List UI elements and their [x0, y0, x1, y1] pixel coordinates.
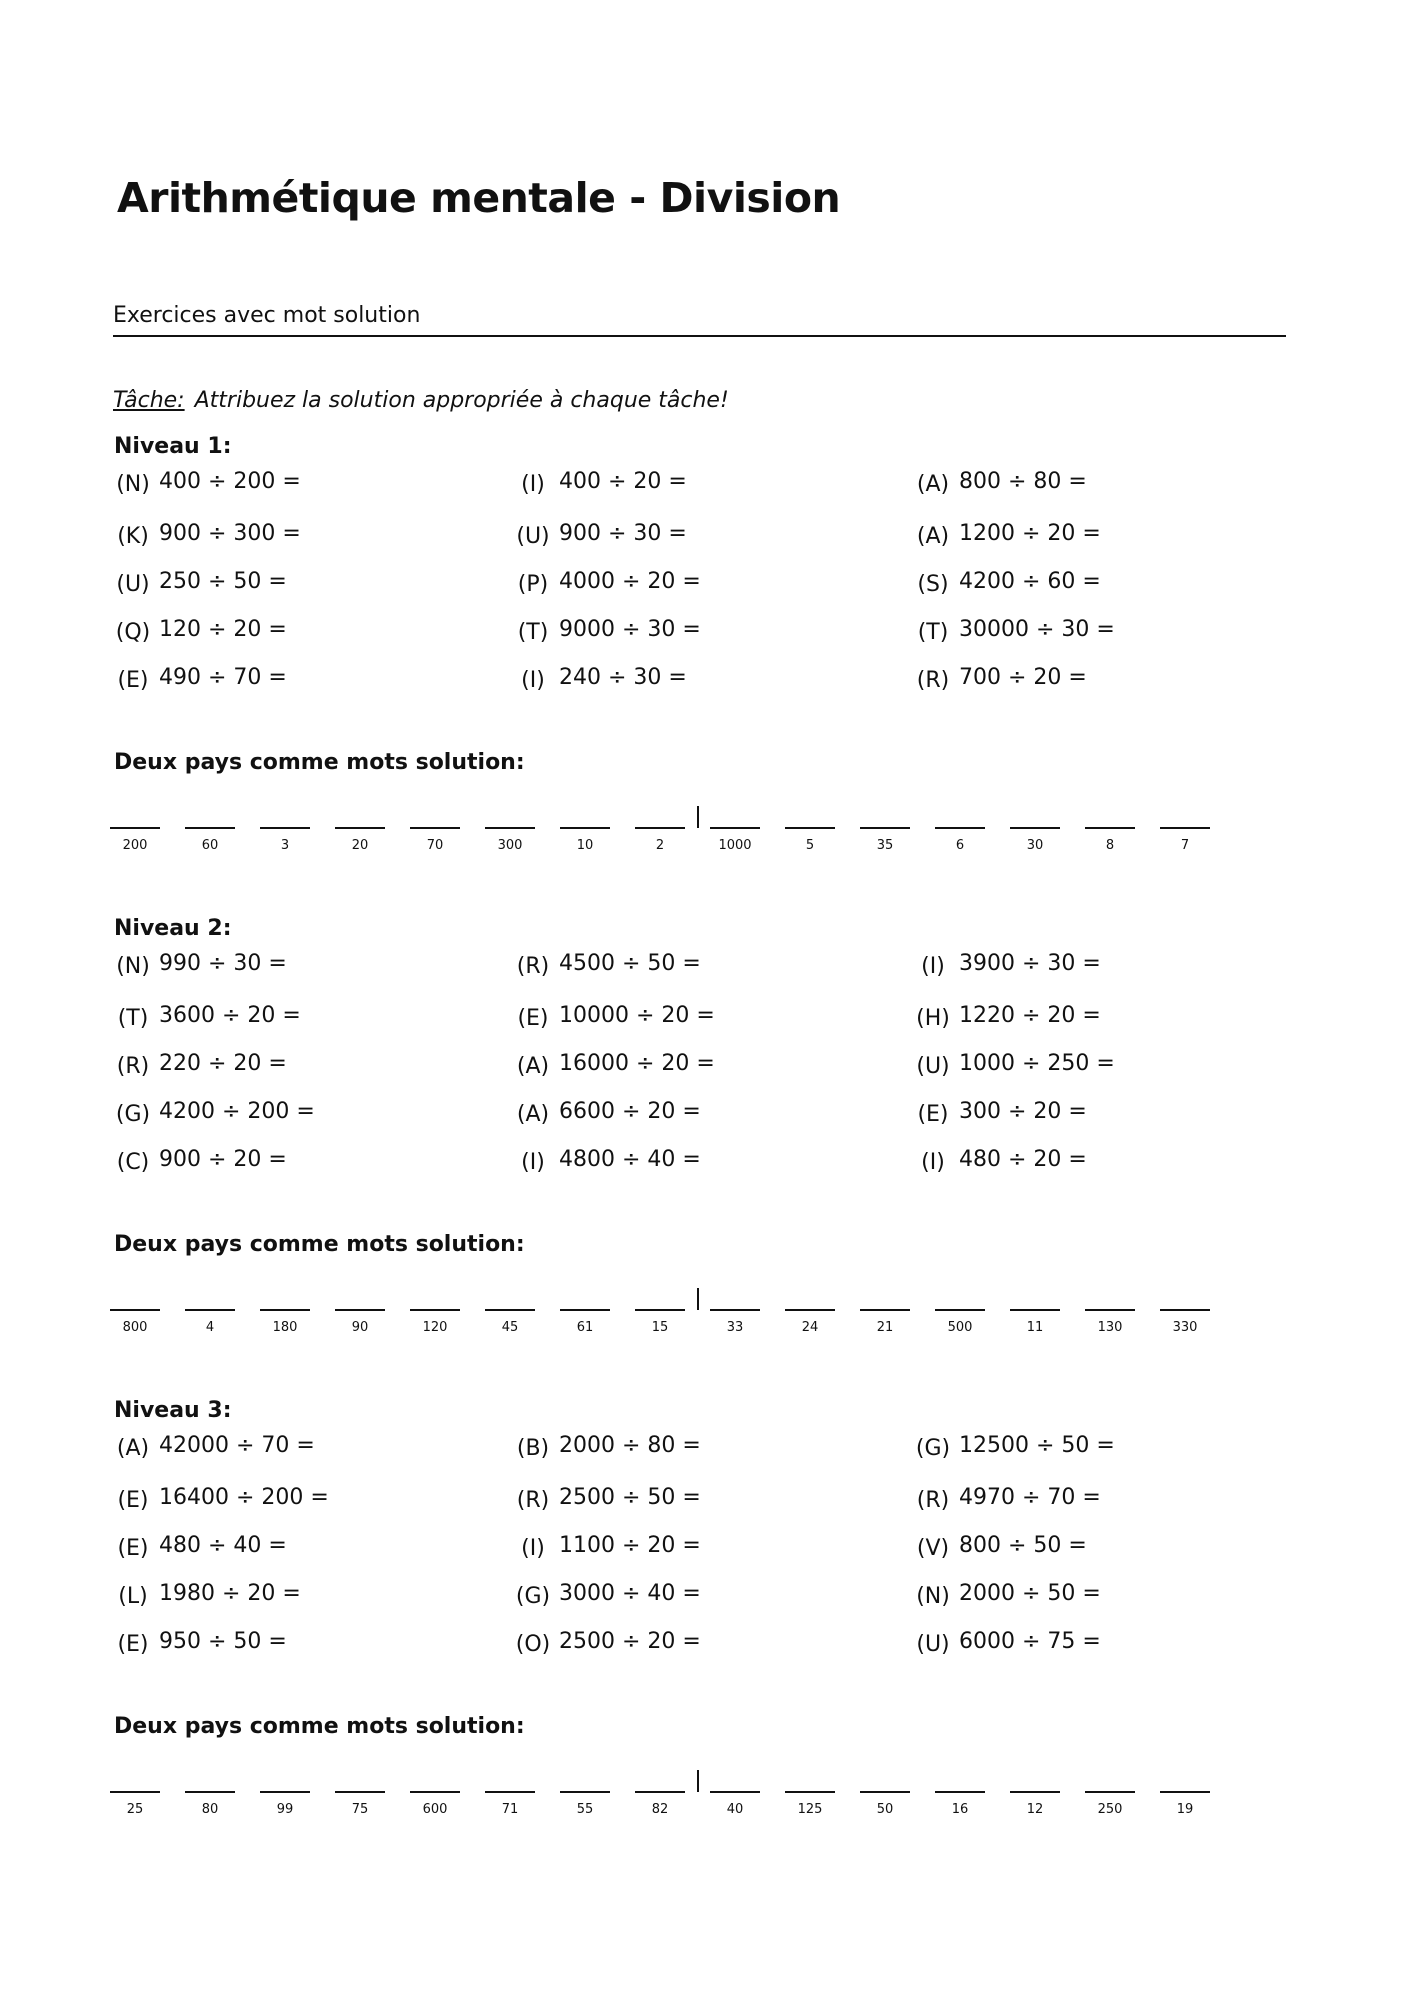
- answer-line: [635, 827, 685, 829]
- answer-number: 4: [205, 1320, 215, 1335]
- answer-number: 3: [280, 838, 290, 853]
- answer-line: [260, 1309, 310, 1311]
- exercise-expression: 4970 ÷ 70 =: [959, 1485, 1101, 1510]
- answer-line: [410, 827, 460, 829]
- answer-blank[interactable]: [185, 827, 235, 855]
- answer-line: [260, 1791, 310, 1793]
- answer-line: [860, 827, 910, 829]
- exercise-letter: (U): [916, 1632, 950, 1657]
- answer-line: [485, 1791, 535, 1793]
- exercise-letter: (A): [516, 1054, 550, 1079]
- exercise-letter: (E): [917, 1102, 949, 1127]
- exercise-letter: (E): [117, 1536, 149, 1561]
- exercise-letter: (E): [117, 1632, 149, 1657]
- exercise-letter: (T): [917, 620, 949, 645]
- answer-line: [1160, 1309, 1210, 1311]
- exercise-letter: (G): [515, 1584, 551, 1609]
- answer-blank[interactable]: [1160, 1309, 1210, 1337]
- answer-number: 19: [1176, 1802, 1194, 1817]
- answer-line: [785, 1791, 835, 1793]
- exercise-letter: (R): [916, 668, 950, 693]
- answer-line: [560, 1309, 610, 1311]
- answer-number: 800: [122, 1320, 148, 1335]
- answer-line: [785, 827, 835, 829]
- exercise-letter: (K): [117, 524, 149, 549]
- answer-line: [1160, 1791, 1210, 1793]
- exercise-letter: (N): [116, 472, 150, 497]
- answer-blank[interactable]: [935, 827, 985, 855]
- answer-number: 70: [426, 838, 444, 853]
- exercise-letter: (N): [916, 1584, 950, 1609]
- answer-blank[interactable]: [1160, 827, 1210, 855]
- answer-line: [860, 1309, 910, 1311]
- answer-line: [560, 1791, 610, 1793]
- exercise-expression: 4000 ÷ 20 =: [559, 569, 701, 594]
- answer-blank[interactable]: [1010, 1791, 1060, 1819]
- answer-line: [1085, 1309, 1135, 1311]
- answer-blank[interactable]: [335, 827, 385, 855]
- answer-number: 8: [1105, 838, 1115, 853]
- exercise-letter: (G): [915, 1436, 951, 1461]
- exercise-letter: (B): [516, 1436, 550, 1461]
- exercise-expression: 800 ÷ 50 =: [959, 1533, 1087, 1558]
- answer-number: 300: [497, 838, 523, 853]
- exercise-expression: 490 ÷ 70 =: [159, 665, 287, 690]
- answer-blank[interactable]: [635, 1791, 685, 1819]
- answer-line: [110, 1791, 160, 1793]
- answer-line: [260, 827, 310, 829]
- exercise-expression: 480 ÷ 20 =: [959, 1147, 1087, 1172]
- level-title: Niveau 3:: [114, 1398, 232, 1423]
- answer-line: [710, 1791, 760, 1793]
- answer-blank[interactable]: [560, 827, 610, 855]
- exercise-expression: 700 ÷ 20 =: [959, 665, 1087, 690]
- exercise-expression: 2500 ÷ 20 =: [559, 1629, 701, 1654]
- answer-blank[interactable]: [860, 1309, 910, 1337]
- exercise-letter: (A): [916, 472, 950, 497]
- answer-line: [710, 827, 760, 829]
- exercise-expression: 900 ÷ 300 =: [159, 521, 301, 546]
- exercise-expression: 990 ÷ 30 =: [159, 951, 287, 976]
- answer-number: 11: [1026, 1320, 1044, 1335]
- answer-line: [110, 1309, 160, 1311]
- answer-number: 45: [501, 1320, 519, 1335]
- answer-number: 130: [1097, 1320, 1123, 1335]
- exercise-expression: 4200 ÷ 60 =: [959, 569, 1101, 594]
- exercise-expression: 4200 ÷ 200 =: [159, 1099, 315, 1124]
- answer-line: [860, 1791, 910, 1793]
- word-separator: [697, 806, 699, 828]
- answer-line: [1010, 1791, 1060, 1793]
- exercise-expression: 16000 ÷ 20 =: [559, 1051, 715, 1076]
- exercise-expression: 10000 ÷ 20 =: [559, 1003, 715, 1028]
- answer-number: 5: [805, 838, 815, 853]
- exercise-letter: (V): [916, 1536, 950, 1561]
- exercise-expression: 950 ÷ 50 =: [159, 1629, 287, 1654]
- answer-blank[interactable]: [260, 1309, 310, 1337]
- answer-number: 80: [201, 1802, 219, 1817]
- answer-line: [335, 1791, 385, 1793]
- answer-blank[interactable]: [635, 827, 685, 855]
- exercise-letter: (A): [116, 1436, 150, 1461]
- exercise-expression: 2000 ÷ 50 =: [959, 1581, 1101, 1606]
- answer-line: [1085, 1791, 1135, 1793]
- answer-blank[interactable]: [710, 827, 760, 855]
- answer-number: 71: [501, 1802, 519, 1817]
- section-subtitle: Exercices avec mot solution: [113, 303, 1286, 337]
- exercise-expression: 6600 ÷ 20 =: [559, 1099, 701, 1124]
- level-title: Niveau 2:: [114, 916, 232, 941]
- exercise-expression: 1200 ÷ 20 =: [959, 521, 1101, 546]
- exercise-expression: 1980 ÷ 20 =: [159, 1581, 301, 1606]
- answer-blank[interactable]: [635, 1309, 685, 1337]
- exercise-letter: (G): [115, 1102, 151, 1127]
- exercise-expression: 2000 ÷ 80 =: [559, 1433, 701, 1458]
- exercise-letter: (U): [516, 524, 550, 549]
- answer-number: 75: [351, 1802, 369, 1817]
- exercise-expression: 250 ÷ 50 =: [159, 569, 287, 594]
- answer-number: 82: [651, 1802, 669, 1817]
- exercise-expression: 1100 ÷ 20 =: [559, 1533, 701, 1558]
- answer-blank[interactable]: [260, 827, 310, 855]
- level-title: Niveau 1:: [114, 434, 232, 459]
- answer-blank[interactable]: [260, 1791, 310, 1819]
- exercise-letter: (Q): [115, 620, 151, 645]
- answer-blank[interactable]: [335, 1309, 385, 1337]
- answer-number: 200: [122, 838, 148, 853]
- answer-number: 16: [951, 1802, 969, 1817]
- exercise-letter: (I): [521, 472, 545, 497]
- answer-blank[interactable]: [110, 1309, 160, 1337]
- task-text: Attribuez la solution appropriée à chaque tâche!: [194, 388, 729, 413]
- exercise-letter: (O): [515, 1632, 551, 1657]
- task-label: Tâche:: [113, 388, 185, 413]
- answer-blank[interactable]: [485, 1791, 535, 1819]
- answer-number: 7: [1180, 838, 1190, 853]
- exercise-expression: 3000 ÷ 40 =: [559, 1581, 701, 1606]
- answer-line: [335, 827, 385, 829]
- answer-blank[interactable]: [860, 827, 910, 855]
- answer-line: [185, 827, 235, 829]
- answer-number: 33: [726, 1320, 744, 1335]
- answer-blank[interactable]: [410, 1791, 460, 1819]
- answer-blank[interactable]: [860, 1791, 910, 1819]
- exercise-letter: (E): [517, 1006, 549, 1031]
- answer-line: [185, 1309, 235, 1311]
- answer-number: 500: [947, 1320, 973, 1335]
- answer-line: [410, 1309, 460, 1311]
- exercise-expression: 4800 ÷ 40 =: [559, 1147, 701, 1172]
- exercise-letter: (U): [116, 572, 150, 597]
- answer-line: [560, 827, 610, 829]
- answer-blank[interactable]: [1085, 1309, 1135, 1337]
- answer-number: 600: [422, 1802, 448, 1817]
- exercise-expression: 900 ÷ 20 =: [159, 1147, 287, 1172]
- exercise-letter: (R): [516, 954, 550, 979]
- exercise-expression: 1220 ÷ 20 =: [959, 1003, 1101, 1028]
- answer-number: 12: [1026, 1802, 1044, 1817]
- exercise-expression: 9000 ÷ 30 =: [559, 617, 701, 642]
- exercise-letter: (A): [916, 524, 950, 549]
- answer-line: [1010, 827, 1060, 829]
- page-title: Arithmétique mentale - Division: [117, 174, 841, 222]
- exercise-expression: 240 ÷ 30 =: [559, 665, 687, 690]
- exercise-expression: 900 ÷ 30 =: [559, 521, 687, 546]
- answer-line: [185, 1791, 235, 1793]
- answer-number: 24: [801, 1320, 819, 1335]
- exercise-expression: 12500 ÷ 50 =: [959, 1433, 1115, 1458]
- answer-line: [1085, 827, 1135, 829]
- answer-blank[interactable]: [185, 1309, 235, 1337]
- exercise-expression: 120 ÷ 20 =: [159, 617, 287, 642]
- exercise-letter: (H): [916, 1006, 950, 1031]
- answer-line: [935, 827, 985, 829]
- answer-number: 60: [201, 838, 219, 853]
- answer-number: 35: [876, 838, 894, 853]
- exercise-expression: 3600 ÷ 20 =: [159, 1003, 301, 1028]
- answer-blank[interactable]: [485, 827, 535, 855]
- exercise-expression: 2500 ÷ 50 =: [559, 1485, 701, 1510]
- answer-blank[interactable]: [485, 1309, 535, 1337]
- exercise-expression: 4500 ÷ 50 =: [559, 951, 701, 976]
- exercise-letter: (I): [521, 668, 545, 693]
- answer-number: 250: [1097, 1802, 1123, 1817]
- answer-number: 330: [1172, 1320, 1198, 1335]
- answer-line: [785, 1309, 835, 1311]
- exercise-letter: (E): [117, 668, 149, 693]
- answer-number: 40: [726, 1802, 744, 1817]
- answer-number: 25: [126, 1802, 144, 1817]
- answer-line: [485, 1309, 535, 1311]
- answer-number: 1000: [718, 838, 752, 853]
- exercise-expression: 400 ÷ 200 =: [159, 469, 301, 494]
- answer-line: [110, 827, 160, 829]
- answer-blank[interactable]: [110, 1791, 160, 1819]
- answer-line: [335, 1309, 385, 1311]
- exercise-expression: 800 ÷ 80 =: [959, 469, 1087, 494]
- exercise-expression: 30000 ÷ 30 =: [959, 617, 1115, 642]
- exercise-letter: (I): [921, 954, 945, 979]
- answer-blank[interactable]: [1085, 827, 1135, 855]
- exercise-letter: (I): [521, 1536, 545, 1561]
- exercise-expression: 400 ÷ 20 =: [559, 469, 687, 494]
- answer-blank[interactable]: [710, 1309, 760, 1337]
- exercise-expression: 220 ÷ 20 =: [159, 1051, 287, 1076]
- answer-blank[interactable]: [335, 1791, 385, 1819]
- solution-words-label: Deux pays comme mots solution:: [114, 1232, 525, 1257]
- exercise-expression: 42000 ÷ 70 =: [159, 1433, 315, 1458]
- answer-number: 55: [576, 1802, 594, 1817]
- solution-words-label: Deux pays comme mots solution:: [114, 1714, 525, 1739]
- answer-number: 30: [1026, 838, 1044, 853]
- answer-number: 180: [272, 1320, 298, 1335]
- answer-line: [410, 1791, 460, 1793]
- answer-blank[interactable]: [410, 1309, 460, 1337]
- exercise-expression: 6000 ÷ 75 =: [959, 1629, 1101, 1654]
- answer-number: 21: [876, 1320, 894, 1335]
- task-instruction: [113, 388, 729, 413]
- answer-blank[interactable]: [410, 827, 460, 855]
- exercise-letter: (T): [517, 620, 549, 645]
- answer-blank[interactable]: [560, 1791, 610, 1819]
- answer-number: 15: [651, 1320, 669, 1335]
- answer-blank[interactable]: [1010, 1309, 1060, 1337]
- answer-line: [935, 1791, 985, 1793]
- exercise-letter: (E): [117, 1488, 149, 1513]
- exercise-letter: (P): [517, 572, 549, 597]
- answer-line: [1160, 827, 1210, 829]
- exercise-letter: (A): [516, 1102, 550, 1127]
- answer-number: 120: [422, 1320, 448, 1335]
- exercise-expression: 16400 ÷ 200 =: [159, 1485, 329, 1510]
- answer-line: [1010, 1309, 1060, 1311]
- answer-number: 6: [955, 838, 965, 853]
- answer-number: 61: [576, 1320, 594, 1335]
- answer-blank[interactable]: [935, 1791, 985, 1819]
- answer-line: [485, 827, 535, 829]
- exercise-expression: 480 ÷ 40 =: [159, 1533, 287, 1558]
- answer-number: 2: [655, 838, 665, 853]
- answer-blank[interactable]: [1010, 827, 1060, 855]
- exercise-letter: (R): [916, 1488, 950, 1513]
- exercise-letter: (T): [117, 1006, 149, 1031]
- answer-number: 20: [351, 838, 369, 853]
- exercise-letter: (U): [916, 1054, 950, 1079]
- answer-line: [635, 1309, 685, 1311]
- answer-blank[interactable]: [185, 1791, 235, 1819]
- answer-line: [935, 1309, 985, 1311]
- exercise-letter: (I): [521, 1150, 545, 1175]
- answer-line: [635, 1791, 685, 1793]
- answer-blank[interactable]: [1085, 1791, 1135, 1819]
- exercise-expression: 300 ÷ 20 =: [959, 1099, 1087, 1124]
- answer-number: 90: [351, 1320, 369, 1335]
- solution-words-label: Deux pays comme mots solution:: [114, 750, 525, 775]
- exercise-letter: (N): [116, 954, 150, 979]
- word-separator: [697, 1770, 699, 1792]
- exercise-letter: (I): [921, 1150, 945, 1175]
- answer-blank[interactable]: [935, 1309, 985, 1337]
- word-separator: [697, 1288, 699, 1310]
- answer-blank[interactable]: [710, 1791, 760, 1819]
- answer-blank[interactable]: [785, 1309, 835, 1337]
- exercise-expression: 1000 ÷ 250 =: [959, 1051, 1115, 1076]
- answer-blank[interactable]: [785, 827, 835, 855]
- exercise-expression: 3900 ÷ 30 =: [959, 951, 1101, 976]
- answer-blank[interactable]: [560, 1309, 610, 1337]
- answer-number: 50: [876, 1802, 894, 1817]
- answer-number: 99: [276, 1802, 294, 1817]
- exercise-letter: (R): [116, 1054, 150, 1079]
- answer-number: 10: [576, 838, 594, 853]
- answer-blank[interactable]: [1160, 1791, 1210, 1819]
- exercise-letter: (S): [917, 572, 949, 597]
- answer-line: [710, 1309, 760, 1311]
- answer-blank[interactable]: [785, 1791, 835, 1819]
- exercise-letter: (C): [116, 1150, 150, 1175]
- exercise-letter: (R): [516, 1488, 550, 1513]
- exercise-letter: (L): [118, 1584, 148, 1609]
- answer-number: 125: [797, 1802, 823, 1817]
- answer-blank[interactable]: [110, 827, 160, 855]
